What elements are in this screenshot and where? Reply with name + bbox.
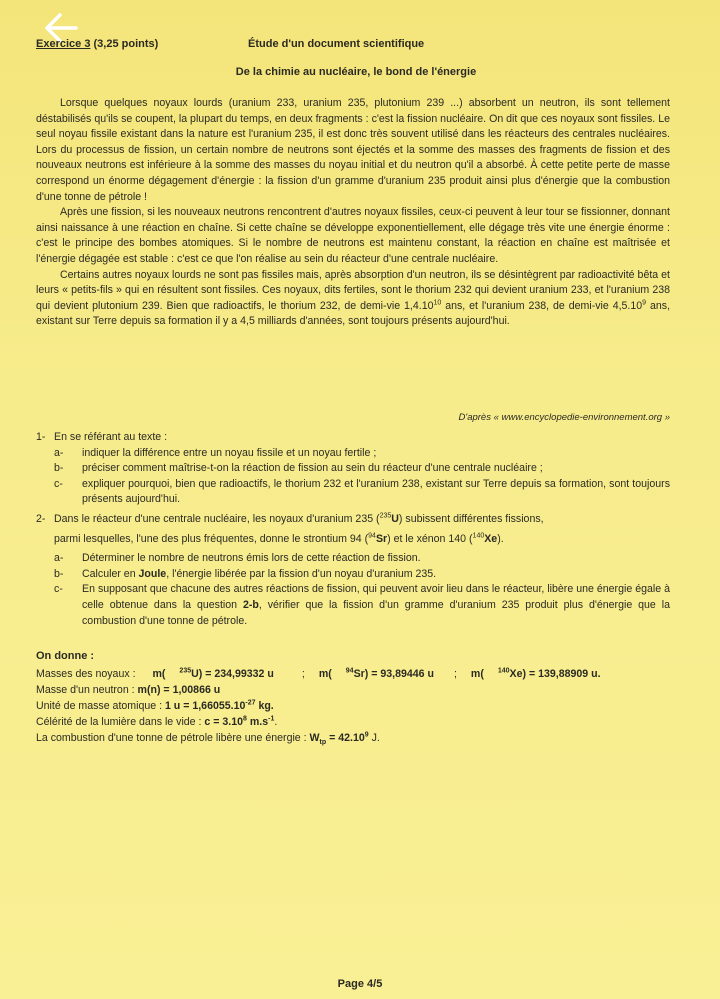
subquestion-letter: a- [54,446,64,459]
petrole-label: La combustion d'une tonne de pétrole libère une énergie : [36,732,310,744]
subquestion-2a [54,551,670,567]
question-number: 2- [36,512,46,525]
mass-sr94 [319,666,448,682]
source-citation: D'après « www.encyclopedie-environnement.org » [458,412,670,423]
document-subtitle: De la chimie au nucléaire, le bond de l'énergie [235,66,477,78]
m-u-value: U) = 234,99332 u [191,668,274,680]
question-2-continuation [54,532,670,548]
q2-line2-a: parmi lesquelles, l'une des plus fréquentes, donne le strontium 94 ( [54,532,369,545]
subquestion-text [82,582,670,629]
question-text: En se référant au texte : [54,431,168,443]
m-u-open: m( [152,668,166,680]
subquestion-text: Déterminer le nombre de neutrons émis lors de cette réaction de fission. [82,552,421,565]
exercise-points: (3,25 points) [93,38,159,50]
xe140-mass-number: 140 [472,532,485,540]
c-exponent: 8 [243,715,247,723]
separator: ; [453,668,457,680]
petrole-eq: = 42.10 [326,732,365,744]
m-sr-open: m( [318,668,332,680]
subquestion-letter: b- [54,567,64,580]
c-value [204,716,274,728]
p3-part-b: ans, et l'uranium 238, de demi-vie 4,5.10 [441,299,643,312]
subquestion-1a [54,446,670,462]
subquestion-2b [54,567,670,583]
c-value-text: c = 3.10 [204,716,244,728]
neutron-label: Masse d'un neutron : [36,684,138,696]
question-number: 1- [36,431,46,443]
m-xe-value: Xe) = 139,88909 u. [509,668,601,680]
w-subscript: tp [319,739,327,747]
sr94-mass-number: 94 [368,532,376,540]
q2b-text-b: , l'énergie libérée par la fission d'un noyau d'uranium 235. [166,567,437,580]
paragraph-2: Après une fission, si les nouveaux neutrons rencontrent d'autres noyaux fissiles, ceux-ci peuvent à leur tour se fissionner, donnant ainsi naissance à une réaction en chaîne. Si cette chaîne se développe exponentiellement, elle dégage très vite une énergie énorme : c'est le principe des bombes atomiques. Si le nombre de neutrons est maintenu constant, la réaction en chaîne est maîtrisée et l'énergie dégagée est stable : c'est ce que l'on réalise au sein du réacteur d'une centrale nucléaire. [36,206,670,265]
subquestion-1b [54,461,670,477]
mass-u235 [152,668,287,680]
uma-exponent: -27 [245,699,256,707]
exercise-number: Exercice 3 [36,38,91,50]
subquestion-text: expliquer pourquoi, bien que radioactifs, le thorium 232 et l'uranium 238, existant sur Terre depuis sa formation, sont toujours présents aujourd'hui. [82,477,670,506]
p3-part-c: ans, existant sur Terre depuis sa formation il y a 4,5 milliards d'années, sont toujours présents aujourd'hui. [36,299,671,328]
uma-unit: kg. [255,700,274,712]
paragraph-3 [36,268,670,330]
c-label: Célérité de la lumière dans le vide : [36,716,205,728]
masses-label [36,666,288,682]
q2-line2-b: ) et le xénon 140 ( [387,532,473,545]
given-data-section [36,648,670,751]
paragraph-1: Lorsque quelques noyaux lourds (uranium 233, uranium 235, plutonium 239 ...) absorbent un neutron, ils sont tellement déstabilisés qu'ils se coupent, la plupart du temps, en deux fragments : c'est la fission nucléaire. On dit que ces noyaux sont fissiles. Le seul noyau fissile existant dans la nature est l'uranium 235, il est donc très souvent utilisé dans les réacteurs des centrales nucléaires. Lors du processus de fission, un certain nombre de neutrons sont éjectés et la somme des masses des fragments de fission et des nouveaux neutrons est inférieure à la somme des masses du noyau initial et du neutron qu'il a absorbé. À cette petite perte de masse correspond un énorme dégagement d'énergie : la fission d'un gramme d'uranium 235 produit ainsi plus d'énergie que la combustion d'une tonne de pétrole ! [36,97,670,203]
q2-line2-c: ). [497,532,504,545]
atomic-mass-unit [36,698,670,714]
question-1 [36,430,670,508]
uma-value [165,700,274,712]
w-symbol: W [309,732,320,744]
q2b-text-a: Calculer en [82,567,139,580]
neutron-mass [36,682,670,698]
petrole-value [309,731,369,747]
p3-exponent-2: 9 [642,299,647,307]
q2-text-a: Dans le réacteur d'une centrale nucléaire, les noyaux d'uranium 235 ( [54,512,380,525]
c-unit-exponent: -1 [268,715,275,723]
q2c-bold: 2-b [242,598,259,611]
m-sr-value: Sr) = 93,89446 u [353,668,434,680]
separator: ; [301,668,305,680]
u235-mass-number: 235 [379,512,392,520]
p3-part-a: Certains autres noyaux lourds ne sont pas fissiles mais, après absorption d'un neutron, ils se désintègrent par radioactivité bêta et leurs « petits-fils » qui en résultent sont fissiles. Ces noyaux, dits fertiles, sont le thorium 232 qui devient uranium 233, et l'uranium 238 qui devient plutonium 239. Bien que radioactifs, le thorium 232, de demi-vie 1,4.10 [36,268,670,312]
subquestion-letter: c- [54,477,63,490]
sr-symbol: Sr [375,532,388,545]
subquestion-text [82,567,670,583]
petrole-exponent: 9 [364,731,369,739]
petroleum-energy [36,730,670,751]
subquestion-letter: b- [54,462,64,475]
petrole-unit: J. [368,732,380,744]
m-xe-open: m( [470,668,484,680]
exercise-header [36,38,676,56]
subquestion-letter: a- [54,552,64,565]
c-end: . [274,716,278,728]
subquestion-1c [54,477,670,508]
page-number: Page 4/5 [337,978,383,990]
c-unit: m.s [246,716,269,728]
m-xe-sup: 140 [497,667,510,675]
q2c-text-a: En supposant que chacune des autres réactions de fission, qui peuvent avoir lieu dans le réacteur, libère une énergie égale à celle obtenue dans la question [82,583,670,611]
neutron-value: m(n) = 1,00866 u [137,684,221,696]
document-text [36,96,670,330]
subquestion-text: indiquer la différence entre un noyau fissile et un noyau fertile ; [82,446,377,459]
u-symbol: U [391,512,399,525]
speed-of-light [36,714,670,730]
m-sr-sup: 94 [345,667,354,675]
xe-symbol: Xe [484,532,498,545]
question-2 [36,512,670,629]
subquestion-text: préciser comment maîtrise-t-on la réaction de fission au sein du réacteur d'une centrale nucléaire ; [82,462,543,475]
q2c-text-b: , vérifier que la fission d'un gramme d'uranium 235 produit plus d'énergie que la combustion d'une tonne de pétrole. [82,598,670,627]
exercise-title [36,38,158,50]
q2-text-b: ) subissent différentes fissions, [398,512,544,525]
subquestion-letter: c- [54,583,63,596]
q2b-bold: Joule [138,567,167,580]
question-text [54,512,670,528]
document-type-title: Étude d'un document scientifique [248,38,425,50]
m-u-sup: 235 [179,667,192,675]
subquestion-2c [54,582,670,629]
given-title: On donne : [36,650,95,662]
questions-section [36,430,670,631]
masses-label-text: Masses des noyaux : [36,668,139,680]
uma-value-text: 1 u = 1,66055.10 [164,700,246,712]
mass-xe140 [471,666,615,682]
nuclei-masses [36,666,670,682]
p3-exponent-1: 10 [433,299,442,307]
uma-label: Unité de masse atomique : [36,700,165,712]
